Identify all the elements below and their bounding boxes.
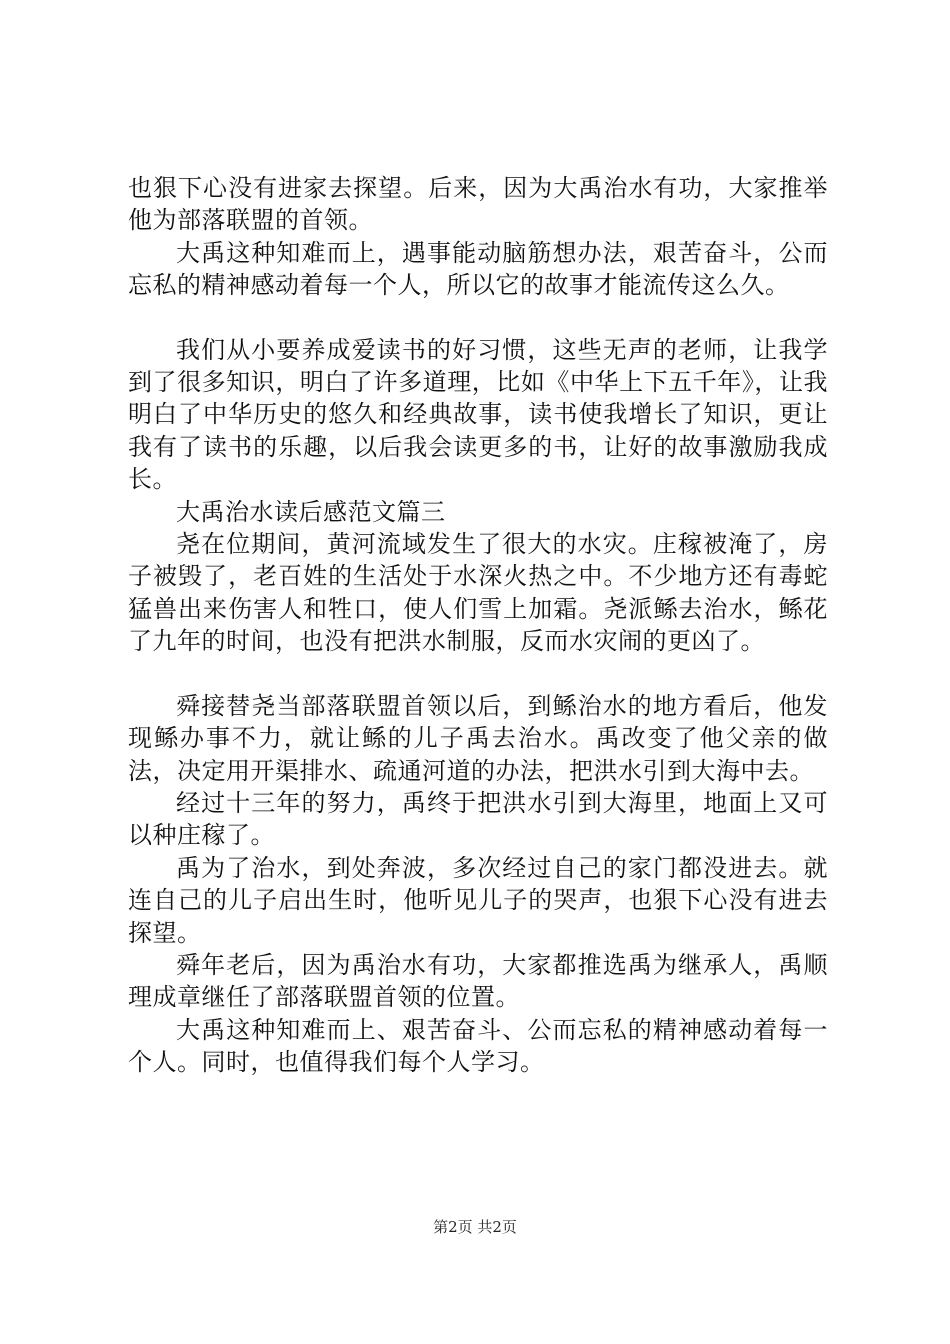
paragraph: 舜年老后，因为禹治水有功，大家都推选禹为继承人，禹顺理成章继任了部落联盟首领的位置。 (128, 950, 828, 1012)
page-number-footer: 第2页 共2页 (433, 1218, 517, 1236)
paragraph-gap (128, 658, 828, 690)
paragraph: 舜接替尧当部落联盟首领以后，到鲧治水的地方看后，他发现鲧办事不力，就让鲧的儿子禹去治水。禹改变了他父亲的做法，决定用开渠排水、疏通河道的办法，把洪水引到大海中去。 (128, 691, 828, 785)
paragraph: 尧在位期间，黄河流域发生了很大的水灾。庄稼被淹了，房子被毁了，老百姓的生活处于水深火热之中。不少地方还有毒蛇猛兽出来伤害人和牲口，使人们雪上加霜。尧派鲧去治水，鲧花了九年的时间，也没有把洪水制服，反而水灾闹的更凶了。 (128, 530, 828, 656)
paragraph-gap (128, 302, 828, 334)
paragraph: 经过十三年的努力，禹终于把洪水引到大海里，地面上又可以种庄稼了。 (128, 788, 828, 850)
document-body (128, 172, 828, 1079)
section-heading: 大禹治水读后感范文篇三 (176, 497, 446, 526)
paragraph: 我们从小要养成爱读书的好习惯，这些无声的老师，让我学到了很多知识，明白了许多道理，比如《中华上下五千年》，让我明白了中华历史的悠久和经典故事，读书使我增长了知识，更让我有了读书的乐趣，以后我会读更多的书，让好的故事激励我成长。 (128, 335, 828, 494)
paragraph-continuation: 也狠下心没有进家去探望。后来，因为大禹治水有功，大家推举他为部落联盟的首领。 (128, 174, 828, 235)
paragraph: 大禹这种知难而上，遇事能动脑筋想办法，艰苦奋斗，公而忘私的精神感动着每一个人，所以它的故事才能流传这么久。 (128, 238, 828, 300)
paragraph: 禹为了治水，到处奔波，多次经过自己的家门都没进去。就连自己的儿子启出生时，他听见儿子的哭声，也狠下心没有进去探望。 (128, 853, 828, 947)
paragraph: 大禹这种知难而上、艰苦奋斗、公而忘私的精神感动着每一个人。同时，也值得我们每个人学习。 (128, 1015, 828, 1077)
